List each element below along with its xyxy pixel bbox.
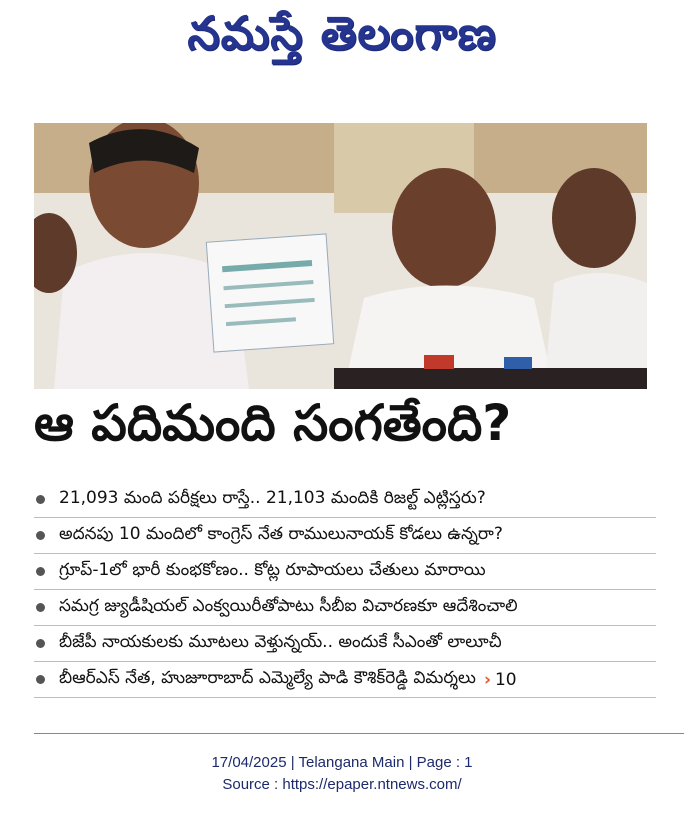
bullet-item (34, 518, 656, 554)
bullet-item (34, 662, 656, 698)
bullet-dot-icon (36, 603, 45, 612)
footer (0, 752, 684, 796)
bullet-text: సమగ్ర జ్యుడీషియల్ ఎంక్వయిరీతోపాటు సీబీఐ విచారణకూ ఆదేశించాలి (59, 595, 518, 616)
bullet-list (34, 482, 656, 698)
bullet-item (34, 590, 656, 626)
bullet-dot-icon (36, 675, 45, 684)
bullet-text: బీజేపీ నాయకులకు మూటలు వెళ్తున్నయ్.. అందుకే సీఎంతో లాలూచీ (59, 631, 502, 652)
bullet-dot-icon (36, 531, 45, 540)
page-arrow-icon: › (483, 669, 491, 690)
masthead-title: నమస్తే తెలంగాణ (187, 6, 497, 60)
continued-page-number: 10 (494, 669, 517, 690)
headline: ఆ పదిమంది సంగతేంది? (34, 394, 512, 452)
bullet-item (34, 482, 656, 518)
press-conference-photo (34, 123, 647, 389)
footer-source: Source : https://epaper.ntnews.com/ (222, 776, 462, 793)
bullet-text: 21,093 మంది పరీక్షలు రాస్తే.. 21,103 మందికి రిజల్ట్ ఎట్లిస్తరు? (59, 487, 486, 508)
footer-edition-info: 17/04/2025 | Telangana Main | Page : 1 (211, 754, 473, 771)
bullet-item (34, 554, 656, 590)
bullet-item (34, 626, 656, 662)
bullet-dot-icon (36, 567, 45, 576)
bullet-dot-icon (36, 639, 45, 648)
bullet-dot-icon (36, 495, 45, 504)
photo-illustration (34, 123, 647, 389)
bullet-text: బీఆర్ఎస్ నేత, హుజూరాబాద్ ఎమ్మెల్యే పాడి కౌశిక్‌రెడ్డి విమర్శలు (59, 667, 476, 688)
bullet-text: గ్రూప్-1లో భారీ కుంభకోణం.. కోట్ల రూపాయలు చేతులు మారాయి (59, 559, 486, 580)
footer-divider (34, 733, 684, 734)
bullet-text: అదనపు 10 మందిలో కాంగ్రెస్ నేత రాములునాయక్ కోడలు ఉన్నరా? (59, 523, 503, 544)
